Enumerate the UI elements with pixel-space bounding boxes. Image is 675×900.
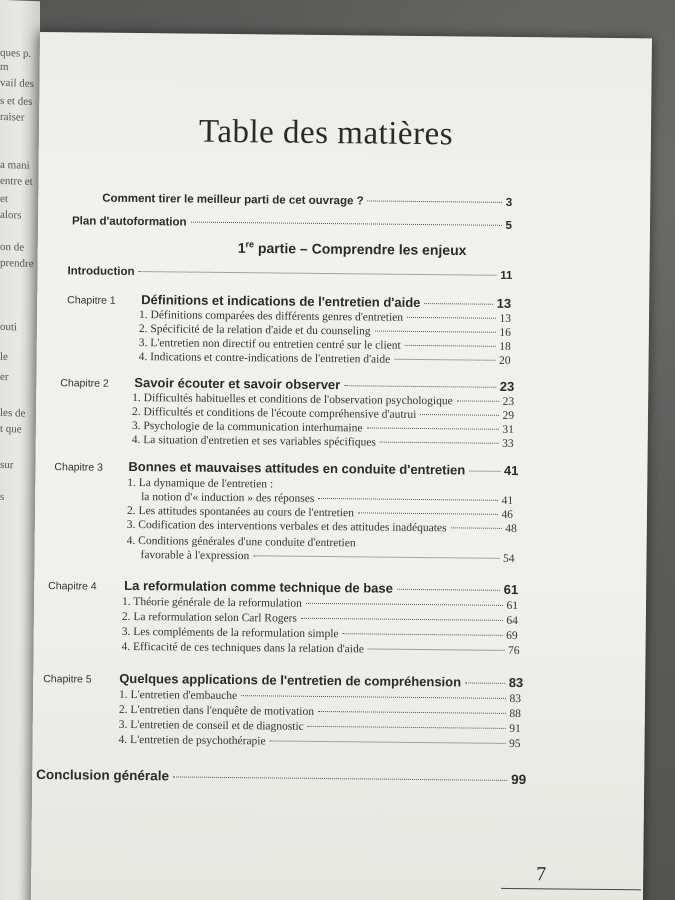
section-entry — [122, 641, 520, 657]
leader-dots — [191, 222, 502, 226]
section-page: 16 — [499, 326, 511, 339]
facing-page-text: a mani — [0, 158, 30, 172]
book-page — [31, 32, 652, 900]
section-page: 61 — [506, 599, 519, 613]
section-entry — [132, 406, 514, 422]
facing-page-text: raiser — [0, 110, 25, 124]
leader-dots — [343, 633, 503, 636]
footer-rule — [501, 888, 641, 890]
section-page: 31 — [502, 423, 514, 436]
section-page: 69 — [506, 629, 518, 643]
toc-entry-page: 99 — [511, 771, 527, 788]
chapter-title: Bonnes et mauvaises attitudes en conduite d'entretien — [128, 458, 466, 478]
section-page: 18 — [499, 340, 511, 353]
section-label: 1. L'entretien d'embauche — [119, 688, 238, 703]
leader-dots — [344, 385, 496, 388]
leader-dots — [407, 317, 495, 319]
chapter-label: Chapitre 5 — [43, 673, 92, 686]
facing-page-text: s — [0, 490, 5, 503]
facing-page-text: t que — [0, 422, 22, 436]
toc-entry-introduction — [67, 265, 512, 282]
section-entry — [139, 323, 511, 339]
leader-dots — [358, 512, 498, 514]
part-number-suffix: re — [245, 239, 255, 250]
leader-dots — [405, 345, 496, 347]
facing-page-text: les de — [0, 406, 26, 420]
leader-dots — [469, 471, 500, 472]
chapter-page: 13 — [496, 295, 512, 311]
section-label: 4. La situation d'entretien et ses variables spécifiques — [131, 433, 376, 449]
section-label: 4. Indications et contre-indications de l'entretien d'aide — [138, 351, 391, 366]
facing-page-text: er — [0, 370, 9, 384]
facing-page-text: on de — [0, 240, 25, 254]
section-entry — [122, 611, 518, 627]
section-page: 83 — [509, 692, 522, 706]
part-heading-text: partie – Comprendre les enjeux — [257, 239, 467, 259]
section-label: 2. Spécificité de la relation d'aide et du counseling — [138, 323, 371, 338]
facing-page-text: m — [0, 60, 9, 74]
leader-dots — [420, 414, 498, 416]
leader-dots — [368, 648, 504, 650]
toc-entry-conclusion — [36, 767, 526, 787]
toc-entry-page: 3 — [505, 196, 513, 209]
leader-dots — [241, 695, 505, 699]
section-entry — [139, 309, 511, 325]
facing-page-text: s et des — [0, 94, 33, 108]
chapter-title: Définitions et indications de l'entretien d'aide — [141, 292, 421, 310]
toc-entry-label: Conclusion générale — [36, 767, 170, 784]
section-label: 3. Psychologie de la communication interhumaine — [131, 419, 363, 435]
toc-entry-page: 11 — [500, 269, 513, 282]
toc-entry-label: Introduction — [67, 265, 135, 279]
section-page: 48 — [505, 522, 517, 536]
section-entry — [119, 704, 521, 720]
section-label-continued: la notion d'« induction » des réponses — [141, 491, 315, 505]
toc-entry-label: Comment tirer le meilleur parti de cet ouvrage ? — [102, 192, 364, 208]
section-label: 3. Les compléments de la reformulation simple — [121, 625, 339, 641]
leader-dots — [253, 555, 499, 559]
leader-dots — [380, 442, 498, 444]
section-label-continued: favorable à l'expression — [140, 549, 250, 563]
chapter-heading — [141, 292, 511, 311]
facing-page-text: alors — [0, 208, 22, 222]
leader-dots — [424, 303, 492, 305]
section-entry — [139, 337, 511, 353]
part-heading — [238, 239, 467, 258]
leader-dots — [368, 200, 502, 202]
section-entry — [141, 491, 513, 507]
facing-page-text: et — [0, 192, 8, 206]
section-page: 33 — [502, 437, 514, 450]
section-label: 2. La reformulation selon Carl Rogers — [121, 610, 297, 625]
chapter-label: Chapitre 2 — [60, 377, 109, 390]
facing-page-text: outi — [0, 320, 18, 334]
leader-dots — [139, 271, 497, 276]
section-page: 88 — [509, 707, 521, 721]
section-entry — [139, 351, 511, 367]
leader-dots — [318, 711, 505, 714]
section-page: 20 — [499, 354, 511, 367]
section-entry — [119, 689, 521, 705]
section-label: 2. L'entretien dans l'enquête de motivation — [118, 703, 315, 718]
chapter-label: Chapitre 3 — [54, 461, 103, 474]
chapter-page: 61 — [503, 581, 519, 598]
chapter-title: Quelques applications de l'entretien de compréhension — [119, 670, 462, 690]
section-entry — [140, 549, 514, 565]
leader-dots — [306, 603, 503, 606]
page-title: Table des matières — [198, 113, 454, 153]
section-label: 1. Théorie générale de la reformulation — [121, 595, 302, 610]
facing-page-text: vail des — [0, 76, 34, 91]
section-page: 13 — [499, 312, 512, 325]
chapter-page: 83 — [508, 674, 524, 691]
section-page: 76 — [507, 644, 520, 658]
section-entry — [119, 734, 521, 750]
leader-dots — [173, 776, 507, 780]
chapter-page: 23 — [499, 378, 515, 394]
section-page: 95 — [509, 737, 521, 751]
facing-page-text: prendre — [0, 256, 34, 270]
chapter-title: Savoir écouter et savoir observer — [134, 375, 341, 393]
facing-page-text: entre et — [0, 174, 33, 188]
chapter-title: La reformulation comme technique de base — [124, 577, 394, 596]
leader-dots — [366, 427, 498, 429]
toc-entry — [102, 193, 512, 209]
section-label: 2. Difficultés et conditions de l'écoute compréhensive d'autrui — [131, 405, 417, 421]
section-label: 4. Efficacité de ces techniques dans la relation d'aide — [121, 640, 364, 656]
toc-entry-label: Plan d'autoformation — [71, 215, 187, 229]
part-number: 1 — [237, 239, 246, 256]
section-entry — [122, 626, 518, 642]
leader-dots — [375, 331, 496, 333]
leader-dots — [465, 682, 505, 683]
chapter-label: Chapitre 4 — [48, 580, 97, 593]
chapter-page: 41 — [503, 462, 519, 479]
section-entry — [122, 596, 518, 612]
leader-dots — [457, 400, 499, 401]
toc-entry-page: 5 — [505, 219, 513, 232]
section-page: 46 — [501, 508, 514, 521]
chapter-heading — [119, 671, 523, 690]
chapter-heading — [134, 375, 514, 394]
leader-dots — [301, 618, 502, 621]
section-page: 41 — [501, 494, 514, 507]
section-page: 64 — [506, 614, 518, 628]
chapter-label: Chapitre 1 — [67, 294, 116, 307]
leader-dots — [394, 359, 495, 361]
section-label: 2. Les attitudes spontanées au cours de l'entretien — [126, 504, 354, 520]
section-entry — [132, 434, 514, 450]
facing-page-text: le — [0, 350, 8, 364]
section-page: 91 — [509, 722, 521, 736]
leader-dots — [318, 498, 497, 501]
section-label: 4. Conditions générales d'une conduite d'entretien — [126, 534, 356, 550]
chapter-heading — [124, 578, 518, 597]
chapter-heading — [128, 459, 518, 478]
section-page: 29 — [502, 409, 515, 422]
leader-dots — [308, 726, 505, 729]
section-entry — [132, 420, 514, 436]
section-entry — [119, 719, 521, 735]
section-label: 3. L'entretien de conseil et de diagnostic — [118, 718, 304, 733]
leader-dots — [270, 740, 505, 743]
toc-entry — [72, 215, 512, 232]
section-label: 1. Difficultés habituelles et conditions de l'observation psychologique — [132, 391, 453, 408]
section-entry — [132, 392, 514, 408]
section-page: 23 — [502, 395, 515, 408]
section-label: 3. Codification des interventions verbales et des attitudes inadéquates — [126, 518, 447, 535]
section-label: 3. L'entretien non directif ou entretien centré sur le client — [138, 337, 401, 352]
section-label: 1. La dynamique de l'entretien : — [127, 476, 274, 491]
facing-page-text: sur — [0, 458, 14, 472]
section-entry — [127, 519, 517, 535]
leader-dots — [451, 527, 502, 529]
section-page: 54 — [502, 552, 515, 565]
page-number: 7 — [536, 863, 547, 886]
section-label: 1. Définitions comparées des différents genres d'entretien — [138, 309, 404, 324]
leader-dots — [397, 589, 500, 591]
facing-page-text: ques p. — [0, 46, 32, 60]
section-label: 4. L'entretien de psychothérapie — [118, 733, 266, 748]
